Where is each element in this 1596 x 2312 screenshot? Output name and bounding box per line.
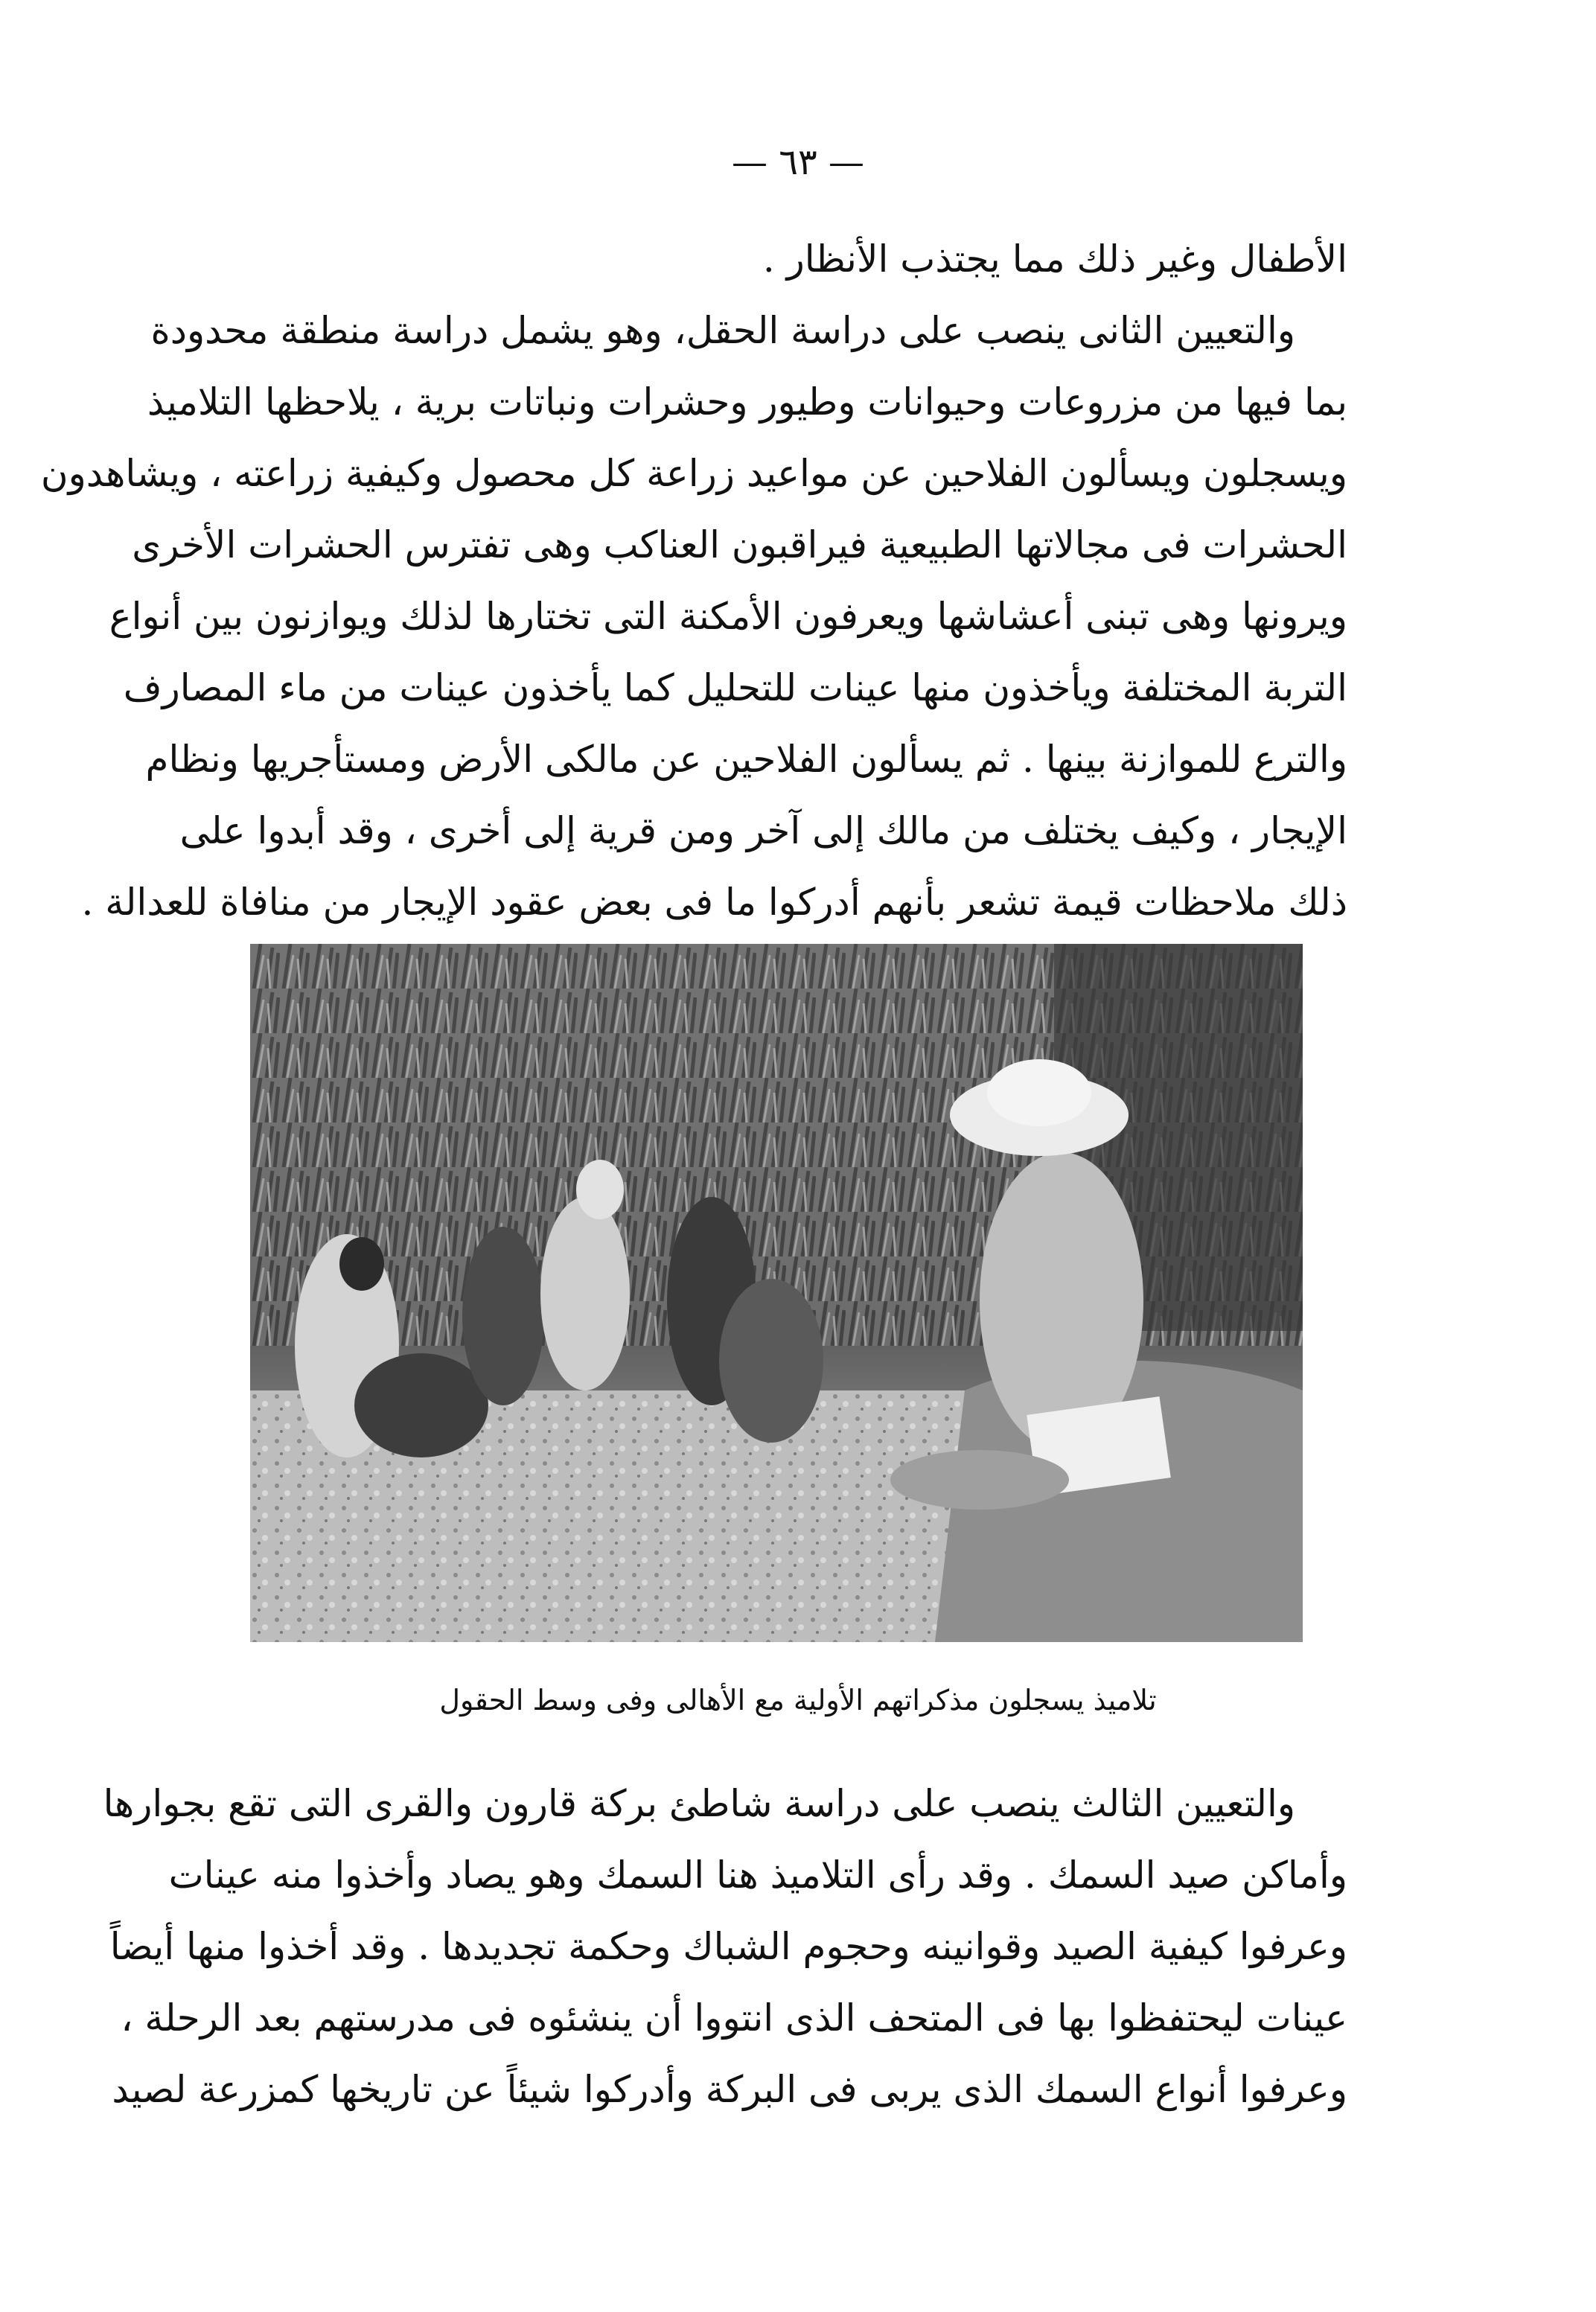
text-line: الإيجار ، وكيف يختلف من مالك إلى آخر ومن قرية إلى أخرى ، وقد أبدوا على <box>179 809 1347 852</box>
text-line: عينات ليحتفظوا بها فى المتحف الذى انتووا أن ينشئوه فى مدرستهم بعد الرحلة ، <box>121 1996 1347 2040</box>
text-line: والتعيين الثانى ينصب على دراسة الحقل، وهو يشمل دراسة منطقة محدودة <box>150 309 1295 352</box>
text-line: الحشرات فى مجالاتها الطبيعية فيراقبون العناكب وهى تفترس الحشرات الأخرى <box>132 523 1347 566</box>
text-line: ذلك ملاحظات قيمة تشعر بأنهم أدركوا ما فى بعض عقود الإيجار من منافاة للعدالة . <box>81 881 1347 924</box>
page-number: — ٦٣ — <box>731 141 865 183</box>
text-line: وعرفوا كيفية الصيد وقوانينه وحجوم الشباك وحكمة تجديدها . وقد أخذوا منها أيضاً <box>109 1925 1347 1968</box>
text-line: وأماكن صيد السمك . وقد رأى التلاميذ هنا السمك وهو يصاد وأخذوا منه عينات <box>168 1853 1347 1897</box>
paragraph-top <box>40 223 1347 938</box>
photo-illustration <box>250 944 1303 1642</box>
text-line: والترع للموازنة بينها . ثم يسألون الفلاحين عن مالكى الأرض ومستأجريها ونظام <box>145 738 1347 781</box>
text-line: وعرفوا أنواع السمك الذى يربى فى البركة وأدركوا شيئاً عن تاريخها كمزرعة لصيد <box>112 2068 1347 2111</box>
text-line: والتعيين الثالث ينصب على دراسة شاطئ بركة قارون والقرى التى تقع بجوارها <box>103 1782 1295 1825</box>
text-line: الأطفال وغير ذلك مما يجتذب الأنظار . <box>762 237 1347 281</box>
text-line: ويرونها وهى تبنى أعشاشها ويعرفون الأمكنة التى تختارها لذلك ويوازنون بين أنواع <box>109 595 1347 638</box>
text-line: بما فيها من مزروعات وحيوانات وطيور وحشرات ونباتات برية ، يلاحظها التلاميذ <box>147 380 1347 424</box>
text-line: التربة المختلفة ويأخذون منها عينات للتحليل كما يأخذون عينات من ماء المصارف <box>123 666 1347 709</box>
paragraph-bottom <box>103 1768 1347 2125</box>
photograph-students-in-field <box>250 944 1303 1642</box>
text-line: ويسجلون ويسألون الفلاحين عن مواعيد زراعة كل محصول وكيفية زراعته ، ويشاهدون <box>40 452 1347 495</box>
photo-caption: تلاميذ يسجلون مذكراتهم الأولية مع الأهالى وفى وسط الحقول <box>439 1684 1157 1717</box>
